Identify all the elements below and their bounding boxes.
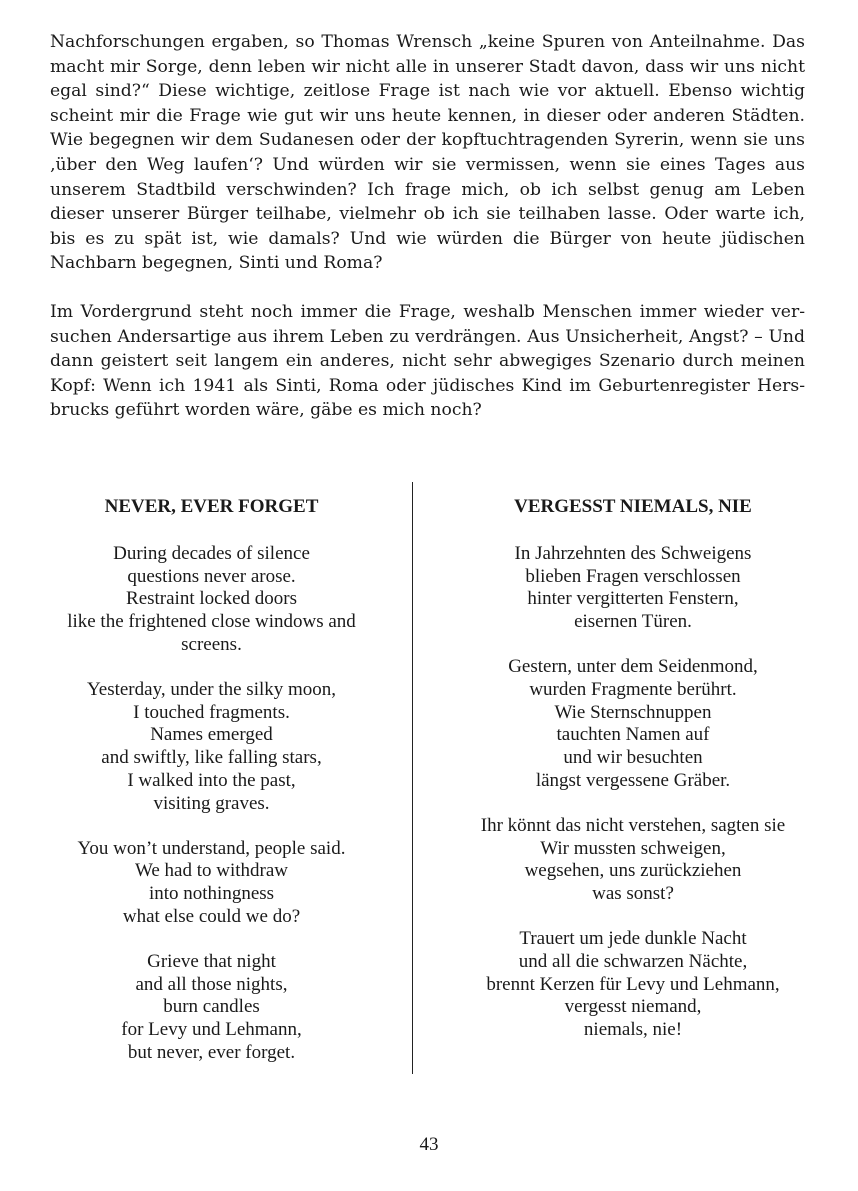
poem-line: screens. [181, 633, 242, 655]
prose-section [50, 30, 805, 423]
poem-stanza [448, 543, 818, 634]
poem-line: Wir mussten schweigen, [540, 837, 726, 859]
prose-paragraph: Nachforschungen ergaben, so Thomas Wrensch „keine Spuren von Anteilnahme. Das macht mir Sorge, denn leben wir nicht alle in unserer Stadt davon, dass wir uns nicht egal sind?“ Diese wichtige, zeitlose Frage ist nach wie vor aktuell. Ebenso wichtig scheint mir die Frage wie gut wir uns heute kennen, in dieser oder anderen Städten. Wie begegnen wir dem Sudanesen oder der kopftuchtragenden Syrerin, wenn sie uns ‚über den Weg laufen‘? Und würden wir sie vermissen, wenn sie eines Tages aus unserem Stadtbild verschwinden? Ich frage mich, ob ich selbst genug am Leben dieser unserer Bürger teilhabe, vielmehr ob ich sie teilhaben lasse. Oder warte ich, bis es zu spät ist, wie damals? Und wie würden die Bürger von heute jüdischen Nachbarn begegnen, Sinti und Roma? [50, 32, 805, 274]
poem-line: and swiftly, like falling stars, [101, 747, 322, 769]
poem-line: visiting graves. [153, 792, 270, 814]
poem-stanza [44, 951, 379, 1065]
poem-stanza [44, 838, 379, 929]
poem-line: I touched fragments. [133, 701, 290, 723]
poem-line: Wie Sternschnuppen [554, 701, 712, 723]
poem-line: Yesterday, under the silky moon, [86, 678, 337, 700]
poem-line: In Jahrzehnten des Schweigens [514, 542, 752, 564]
poem-line: into nothingness [148, 883, 275, 905]
poem-line: tauchten Namen auf [556, 724, 710, 746]
poem-line: brennt Kerzen für Levy und Lehmann, [486, 973, 780, 995]
poem-line: but never, ever forget. [127, 1041, 296, 1063]
poem-line: und wir besuchten [563, 747, 703, 769]
page-number: 43 [419, 1134, 439, 1155]
poem-line: Restraint locked doors [126, 588, 297, 610]
poem-line: wurden Fragmente berührt. [529, 678, 737, 700]
poem-line: Trauert um jede dunkle Nacht [519, 927, 747, 949]
poem-line: Ihr könnt das nicht verstehen, sagten sie [480, 814, 786, 836]
prose-paragraph: Im Vordergrund steht noch immer die Frage, weshalb Menschen immer wieder versuchen Andersartige aus ihrem Leben zu verdrängen. Aus Unsicherheit, Angst? – Und dann geistert seit langem ein anderes, nicht sehr abwegiges Szenario durch meinen Kopf: Wenn ich 1941 als Sinti, Roma oder jüdisches Kind im Geburtenregister Hersbrucks geführt worden wäre, gäbe es mich noch? [50, 301, 805, 421]
poem-line: You won’t understand, people said. [77, 837, 346, 859]
poem-line: and all those nights, [135, 973, 288, 995]
poems-section [0, 482, 858, 1077]
poem-line: längst vergessene Gräber. [535, 769, 731, 791]
poem-line: We had to withdraw [134, 860, 289, 882]
poem-line: I walked into the past, [127, 769, 296, 791]
poem-title: VERGESST NIEMALS, NIE [514, 496, 752, 517]
column-divider [412, 482, 413, 1074]
poem-line: wegsehen, uns zurückziehen [524, 860, 742, 882]
poem-line: what else could we do? [122, 905, 301, 927]
poem-line: eisernen Türen. [574, 611, 692, 633]
poem-line: like the frightened close windows and [67, 611, 356, 633]
poem-line: Grieve that night [147, 950, 276, 972]
poem-line: During decades of silence [113, 542, 310, 564]
poem-line: questions never arose. [127, 565, 296, 587]
poem-line: burn candles [163, 996, 260, 1018]
poem-line: niemals, nie! [583, 1019, 683, 1041]
poem-stanza [448, 928, 818, 1042]
poem-line: Gestern, unter dem Seidenmond, [508, 655, 758, 677]
poem-stanza [448, 815, 818, 906]
poem-english [44, 496, 379, 1087]
poem-line: vergesst niemand, [564, 996, 702, 1018]
poem-line: for Levy und Lehmann, [121, 1019, 302, 1041]
poem-line: Names emerged [150, 724, 273, 746]
poem-title: NEVER, EVER FORGET [104, 496, 319, 517]
poem-line: was sonst? [592, 883, 674, 905]
poem-german [448, 496, 818, 1064]
poem-stanza [44, 679, 379, 816]
poem-line: hinter vergitterten Fenstern, [527, 588, 739, 610]
poem-stanza [44, 543, 379, 657]
poem-line: und all die schwarzen Nächte, [518, 950, 748, 972]
poem-stanza [448, 656, 818, 793]
poem-line: blieben Fragen verschlossen [525, 565, 741, 587]
